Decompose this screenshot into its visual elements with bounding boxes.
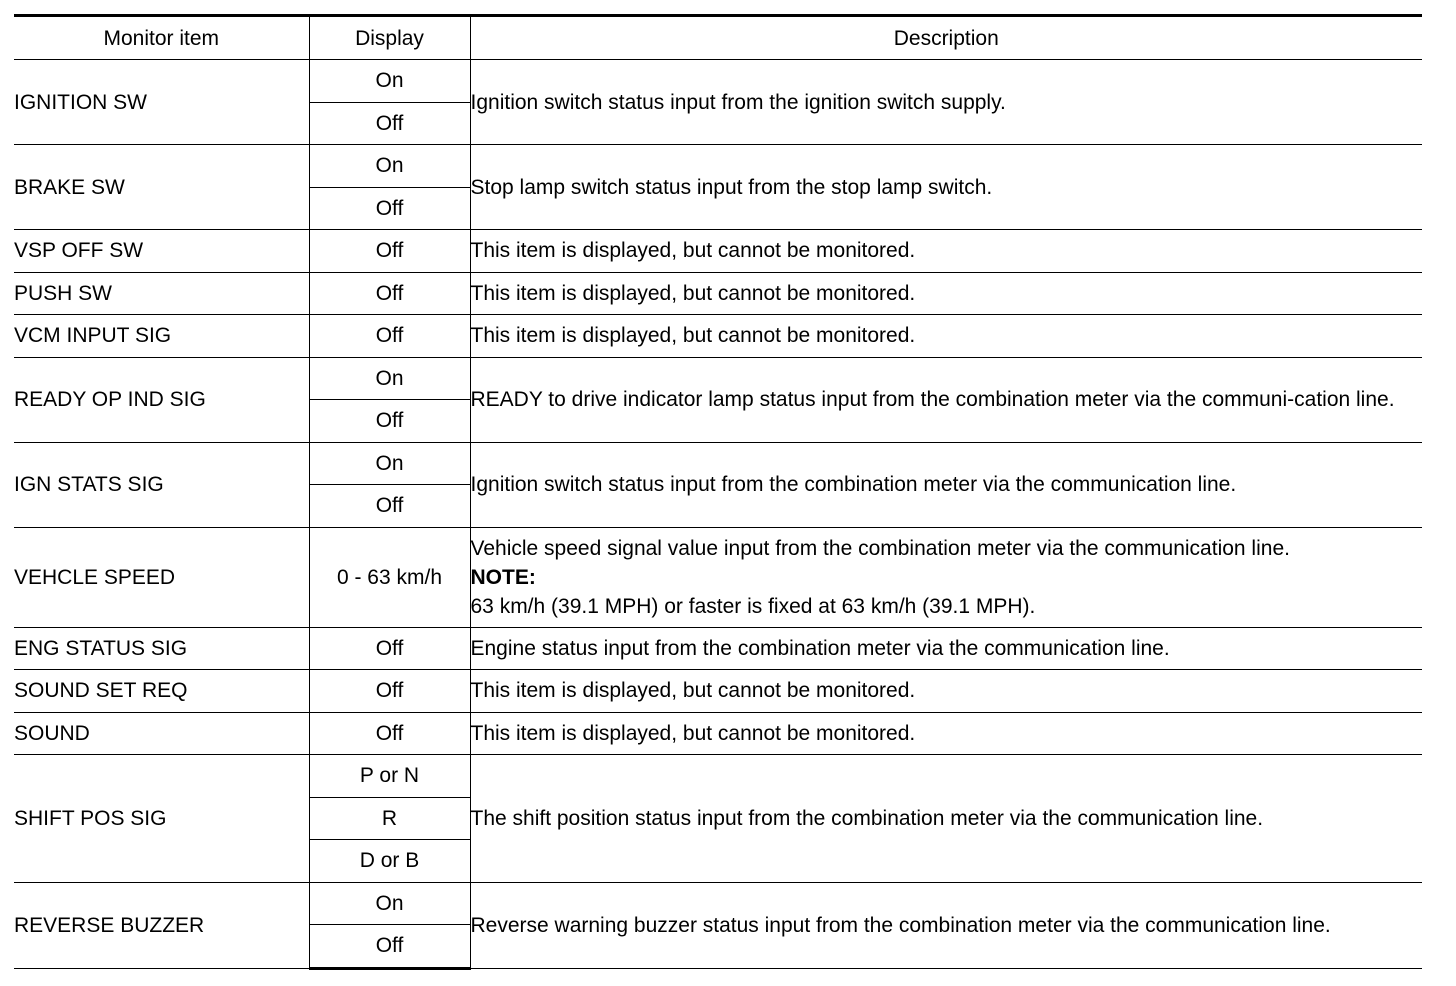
header-display: Display (309, 16, 470, 60)
table-row (14, 442, 1422, 485)
display-value-cell: Off (309, 102, 470, 145)
header-row (14, 16, 1422, 60)
table-row (14, 315, 1422, 358)
display-value-cell: Off (309, 712, 470, 755)
table-row (14, 627, 1422, 670)
display-value-cell: On (309, 442, 470, 485)
monitor-item-cell: IGNITION SW (14, 60, 309, 145)
table-row (14, 145, 1422, 188)
display-value-cell: 0 - 63 km/h (309, 527, 470, 627)
monitor-item-cell: REVERSE BUZZER (14, 882, 309, 968)
display-value-cell: On (309, 145, 470, 188)
display-value-cell: Off (309, 485, 470, 528)
display-value-cell: P or N (309, 755, 470, 798)
monitor-item-cell: VSP OFF SW (14, 230, 309, 273)
description-text: Vehicle speed signal value input from the combination meter via the communication line. (470, 536, 1290, 560)
description-cell: This item is displayed, but cannot be monitored. (470, 712, 1422, 755)
monitor-item-cell: SOUND SET REQ (14, 670, 309, 713)
table-row (14, 670, 1422, 713)
table-row (14, 60, 1422, 103)
description-cell (470, 527, 1422, 627)
description-cell: Stop lamp switch status input from the stop lamp switch. (470, 145, 1422, 230)
monitor-item-table (14, 14, 1422, 970)
description-cell: Ignition switch status input from the combination meter via the communication line. (470, 442, 1422, 527)
monitor-item-cell: BRAKE SW (14, 145, 309, 230)
display-value-cell: Off (309, 230, 470, 273)
display-value-cell: Off (309, 400, 470, 443)
table-row (14, 882, 1422, 925)
display-value-cell: Off (309, 315, 470, 358)
monitor-item-cell: IGN STATS SIG (14, 442, 309, 527)
monitor-item-cell: PUSH SW (14, 272, 309, 315)
display-value-cell: Off (309, 187, 470, 230)
display-value-cell: On (309, 60, 470, 103)
table-row (14, 527, 1422, 627)
table-row (14, 712, 1422, 755)
table-row (14, 357, 1422, 400)
table-row (14, 230, 1422, 273)
monitor-item-cell: VCM INPUT SIG (14, 315, 309, 358)
display-value-cell: Off (309, 925, 470, 969)
description-cell: This item is displayed, but cannot be monitored. (470, 272, 1422, 315)
monitor-item-cell: ENG STATUS SIG (14, 627, 309, 670)
description-cell: This item is displayed, but cannot be monitored. (470, 315, 1422, 358)
header-monitor-item: Monitor item (14, 16, 309, 60)
description-cell: READY to drive indicator lamp status input from the combination meter via the communi-cation line. (470, 357, 1422, 442)
display-value-cell: R (309, 797, 470, 840)
monitor-item-cell: VEHCLE SPEED (14, 527, 309, 627)
display-value-cell: Off (309, 627, 470, 670)
description-cell: Engine status input from the combination meter via the communication line. (470, 627, 1422, 670)
description-cell: The shift position status input from the combination meter via the communication line. (470, 755, 1422, 883)
table-row (14, 755, 1422, 798)
monitor-item-cell: SOUND (14, 712, 309, 755)
monitor-item-cell: READY OP IND SIG (14, 357, 309, 442)
header-description: Description (470, 16, 1422, 60)
description-cell: Ignition switch status input from the ignition switch supply. (470, 60, 1422, 145)
display-value-cell: On (309, 882, 470, 925)
table-row (14, 272, 1422, 315)
note-label: NOTE: (470, 565, 536, 589)
display-value-cell: Off (309, 670, 470, 713)
description-cell: This item is displayed, but cannot be monitored. (470, 670, 1422, 713)
display-value-cell: D or B (309, 840, 470, 883)
display-value-cell: Off (309, 272, 470, 315)
display-value-cell: On (309, 357, 470, 400)
monitor-item-cell: SHIFT POS SIG (14, 755, 309, 883)
description-cell: This item is displayed, but cannot be monitored. (470, 230, 1422, 273)
note-text: 63 km/h (39.1 MPH) or faster is fixed at 63 km/h (39.1 MPH). (470, 594, 1036, 618)
description-cell: Reverse warning buzzer status input from the combination meter via the communication line. (470, 882, 1422, 968)
